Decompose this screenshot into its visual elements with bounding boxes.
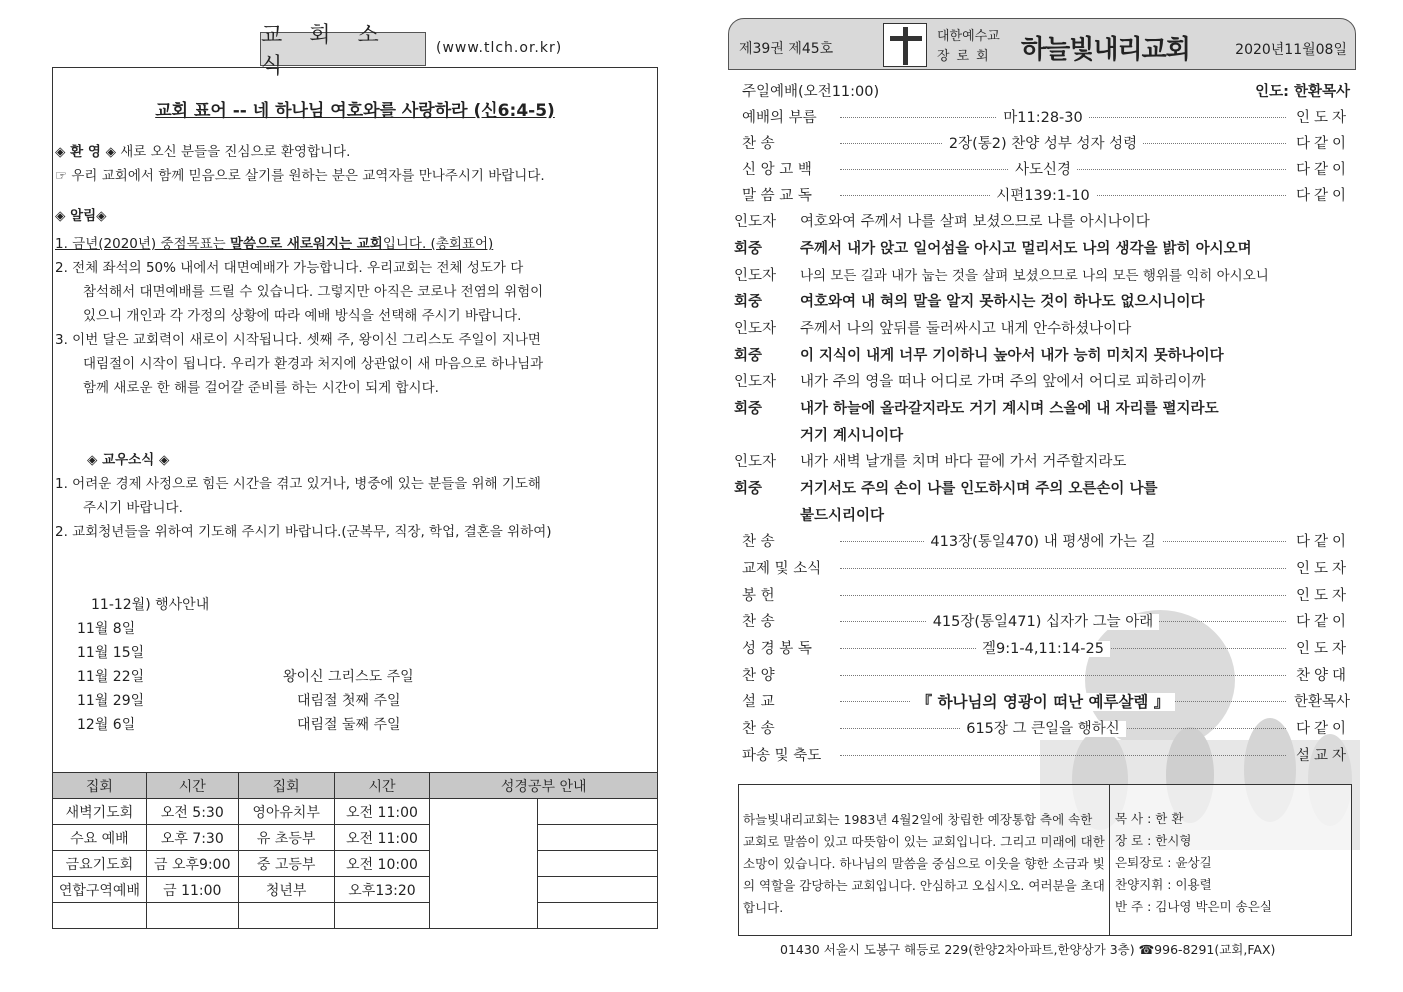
- schedule-title: 11-12월) 행사안내: [91, 597, 210, 613]
- order-label: 예배의 부름: [742, 110, 817, 126]
- table-cell: [538, 903, 658, 929]
- notice-3-line3: 함께 새로운 한 해를 걸어갈 준비를 하는 시간이 되게 합시다.: [83, 380, 439, 396]
- reading-speaker: 인도자: [734, 321, 777, 337]
- table-header: 시간: [146, 773, 238, 799]
- order-label: 찬 송: [742, 614, 775, 630]
- staff-line: 찬양지휘 : 이용렬: [1115, 877, 1212, 892]
- reading-text: 주께서 나의 앞뒤를 둘러싸시고 내게 안수하셨나이다: [800, 321, 1132, 337]
- welcome-text: 새로 오신 분들을 진심으로 환영합니다.: [115, 144, 351, 160]
- reading-speaker: 인도자: [734, 214, 777, 230]
- table-row: [53, 825, 658, 851]
- reading-text: 붙드시리이다: [800, 508, 885, 524]
- reading-text: 내가 하늘에 올라갈지라도 거기 계시며 스올에 내 자리를 펼지라도: [800, 401, 1219, 417]
- welcome-line: [55, 140, 350, 160]
- member-news-1-line1: 1. 어려운 경제 사정으로 힘든 시간을 겪고 있거나, 병중에 있는 분들을 위해 기도해: [55, 476, 541, 492]
- reading-text: 거기 계시니이다: [800, 428, 904, 444]
- table-row: [53, 903, 658, 929]
- worship-order: [730, 70, 1356, 770]
- order-leader: 다같이: [1295, 188, 1350, 204]
- news-box: [52, 67, 658, 773]
- denomination-line2: 장로회: [937, 49, 996, 64]
- table-cell: 청년부: [238, 877, 334, 903]
- order-content: 마11:28-30: [997, 110, 1088, 126]
- schedule-date: 11월 22일: [77, 669, 145, 685]
- reading-speaker: 인도자: [734, 454, 777, 470]
- reading-text: 주께서 내가 앉고 일어섬을 아시고 멀리서도 나의 생각을 밝히 아시오며: [800, 241, 1252, 257]
- table-header: 시간: [334, 773, 430, 799]
- order-leader: 다같이: [1295, 614, 1350, 630]
- schedule-date: 12월 6일: [77, 717, 136, 733]
- church-address: 01430 서울시 도봉구 해등로 229(한양2차아파트,한양상가 3층) ☎996-8291(교회,FAX): [780, 942, 1276, 957]
- cross-logo-icon: [883, 23, 927, 67]
- schedule-event: 왕이신 그리스도 주일: [283, 669, 414, 685]
- order-label: 교제 및 소식: [742, 561, 822, 577]
- table-header: 집회: [238, 773, 334, 799]
- reading-speaker: 인도자: [734, 268, 777, 284]
- table-cell: [538, 877, 658, 903]
- order-leader: 인도자: [1295, 561, 1350, 577]
- order-label: 찬 송: [742, 721, 775, 737]
- member-news-2: 2. 교회청년들을 위하여 기도해 주시기 바랍니다.(군복무, 직장, 학업, 결혼을 위하여): [55, 524, 552, 540]
- church-motto-text: 교회 표어 -- 네 하나님 여호와를 사랑하라 (신6:4-5): [155, 101, 555, 121]
- table-cell: 영아유치부: [238, 799, 334, 825]
- table-cell: 오후13:20: [334, 877, 430, 903]
- table-cell: 중 고등부: [238, 851, 334, 877]
- reading-speaker: 회중: [734, 241, 763, 257]
- order-leader: 설교자: [1295, 748, 1350, 764]
- church-motto: [53, 96, 657, 121]
- reading-text: 거기서도 주의 손이 나를 인도하시며 주의 오른손이 나를: [800, 481, 1158, 497]
- table-cell: 수요 예배: [53, 825, 147, 851]
- church-info-box: [738, 784, 1352, 936]
- table-cell: 연합구역예배: [53, 877, 147, 903]
- meeting-table: [52, 772, 658, 929]
- table-cell: [538, 799, 658, 825]
- member-news-1-line2: 주시기 바랍니다.: [83, 500, 183, 516]
- order-leader: 다같이: [1295, 534, 1350, 550]
- sermon-title: 『 하나님의 영광이 떠난 예루살렘 』: [911, 693, 1176, 711]
- reading-text: 내가 새벽 날개를 치며 바다 끝에 가서 거주할지라도: [800, 454, 1127, 470]
- order-content: 겔9:1-4,11:14-25: [976, 641, 1110, 657]
- church-url: (www.tlch.or.kr): [436, 40, 563, 56]
- notice-2-line1: 2. 전체 좌석의 50% 내에서 대면예배가 가능합니다. 우리교회는 전체 성도가 다: [55, 260, 524, 276]
- table-cell: 오전 5:30: [146, 799, 238, 825]
- notice-head: ◈ 알림◈: [55, 208, 107, 224]
- staff-line: 목 사 : 한 환: [1115, 811, 1184, 826]
- table-cell: 새벽기도회: [53, 799, 147, 825]
- order-label: 찬 송: [742, 534, 775, 550]
- schedule-date: 11월 29일: [77, 693, 145, 709]
- order-leader: 인도자: [1295, 641, 1350, 657]
- table-cell: 유 초등부: [238, 825, 334, 851]
- table-cell: [53, 903, 147, 929]
- welcome-head: ◈ 환 영 ◈: [55, 144, 116, 160]
- order-content: 시편139:1-10: [990, 188, 1095, 204]
- notice-1c: 입니다. (총회표어): [382, 236, 494, 252]
- table-cell: 오전 10:00: [334, 851, 430, 877]
- table-row: [53, 851, 658, 877]
- schedule-event: 대림절 둘째 주일: [297, 717, 401, 733]
- order-label: 파송 및 축도: [742, 748, 822, 764]
- notice-2-line3: 있으니 개인과 각 가정의 상황에 따라 예배 방식을 선택해 주시기 바랍니다.: [83, 308, 522, 324]
- order-leader: 인도자: [1295, 110, 1350, 126]
- order-leader: 다같이: [1295, 721, 1350, 737]
- bible-study-cell: [430, 799, 538, 929]
- notice-3-line2: 대림절이 시작이 됩니다. 우리가 환경과 처지에 상관없이 새 마음으로 하나님과: [83, 356, 544, 372]
- order-content: 615장 그 큰일을 행하신: [960, 721, 1126, 737]
- reading-text: 내가 주의 영을 떠나 어디로 가며 주의 앞에서 어디로 피하리이까: [800, 374, 1206, 390]
- notice-2-line2: 참석해서 대면예배를 드릴 수 있습니다. 그렇지만 아직은 코로나 전염의 위험이: [83, 284, 544, 300]
- reading-speaker: 회중: [734, 481, 763, 497]
- bulletin-date: 2020년11월08일: [1235, 42, 1347, 58]
- notice-3-line1: 3. 이번 달은 교회력이 새로이 시작됩니다. 셋째 주, 왕이신 그리스도 주일이 지나면: [55, 332, 541, 348]
- staff-line: 반 주 : 김나영 박은미 송은실: [1115, 899, 1272, 914]
- order-leader: 한환목사: [1293, 694, 1350, 710]
- table-cell: 금 오후9:00: [146, 851, 238, 877]
- church-intro: 하늘빛내리교회는 1983년 4월2일에 창립한 예장통합 측에 속한 교회로 말씀이 있고 따뜻함이 있는 교회입니다. 그리고 미래에 대한 소망이 있습니다. 하나님의 말씀을 중심으로 이웃을 향한 소금과 빛의 역할을 감당하는 교회입니다. 안심하고 오십시오. 여러분을 초대합니다.: [743, 812, 1105, 915]
- order-leader: 인도자: [1295, 588, 1350, 604]
- bulletin-header: [728, 18, 1356, 70]
- table-row: [53, 877, 658, 903]
- order-label: 찬 양: [742, 668, 775, 684]
- order-label: 찬 송: [742, 136, 775, 152]
- table-cell: 금 11:00: [146, 877, 238, 903]
- table-cell: 오후 7:30: [146, 825, 238, 851]
- table-cell: 오전 11:00: [334, 825, 430, 851]
- schedule-date: 11월 15일: [77, 645, 145, 661]
- order-label: 설 교: [742, 694, 775, 710]
- member-news-head: ◈ 교우소식 ◈: [87, 452, 170, 468]
- table-cell: [146, 903, 238, 929]
- table-header-row: [53, 773, 658, 799]
- welcome-note: ☞ 우리 교회에서 함께 믿음으로 살기를 원하는 분은 교역자를 만나주시기 바랍니다.: [55, 168, 545, 184]
- notice-1: [55, 232, 493, 252]
- table-header: 집회: [53, 773, 147, 799]
- table-cell: [538, 851, 658, 877]
- news-title: [260, 23, 426, 79]
- order-leader: 찬양대: [1295, 668, 1350, 684]
- order-content: 413장(통일470) 내 평생에 가는 길: [924, 534, 1161, 550]
- reading-speaker: 인도자: [734, 374, 777, 390]
- table-cell: [538, 825, 658, 851]
- reading-text: 여호와여 주께서 나를 살펴 보셨으므로 나를 아시나이다: [800, 214, 1150, 230]
- order-label: 말 씀 교 독: [742, 188, 812, 204]
- reading-speaker: 회중: [734, 294, 763, 310]
- table-cell: 금요기도회: [53, 851, 147, 877]
- service-time: 주일예배(오전11:00): [742, 84, 880, 100]
- order-leader: 다같이: [1295, 162, 1350, 178]
- table-cell: [238, 903, 334, 929]
- schedule-event: 대림절 첫째 주일: [297, 693, 401, 709]
- reading-speaker: 회중: [734, 348, 763, 364]
- table-header: 성경공부 안내: [430, 773, 658, 799]
- notice-1a: 1. 금년(2020년) 중점목표는: [55, 236, 230, 252]
- staff-line: 장 로 : 한시형: [1115, 833, 1192, 848]
- schedule-date: 11월 8일: [77, 621, 136, 637]
- order-label: 봉 헌: [742, 588, 775, 604]
- order-content: 415장(통일471) 십자가 그늘 아래: [927, 614, 1160, 630]
- reading-text: 여호와여 내 혀의 말을 알지 못하시는 것이 하나도 없으시니이다: [800, 294, 1205, 310]
- table-cell: [334, 903, 430, 929]
- order-leader: 다같이: [1295, 136, 1350, 152]
- denomination-line1: 대한예수교: [937, 29, 1000, 44]
- order-content: 2장(통2) 찬양 성부 성자 성령: [943, 136, 1143, 152]
- news-title-text: 교 회 소 식: [261, 23, 389, 79]
- reading-text: 이 지식이 내게 너무 기이하니 높아서 내가 능히 미치지 못하나이다: [800, 348, 1224, 364]
- table-row: [53, 799, 658, 825]
- reading-speaker: 회중: [734, 401, 763, 417]
- church-name: 하늘빛내리교회: [1021, 35, 1190, 65]
- order-label: 성 경 봉 독: [742, 641, 812, 657]
- table-cell: 오전 11:00: [334, 799, 430, 825]
- notice-1b: 말씀으로 새로워지는 교회: [229, 236, 383, 252]
- reading-text: 나의 모든 길과 내가 눕는 것을 살펴 보셨으므로 나의 모든 행위를 익히 아시오니: [800, 268, 1269, 284]
- staff-line: 은퇴장로 : 윤상길: [1115, 855, 1212, 870]
- volume-number: 제39권 제45호: [739, 41, 834, 57]
- service-leader: 인도: 한환목사: [1255, 84, 1350, 100]
- order-label: 신 앙 고 백: [742, 162, 812, 178]
- order-content: 사도신경: [1009, 162, 1077, 178]
